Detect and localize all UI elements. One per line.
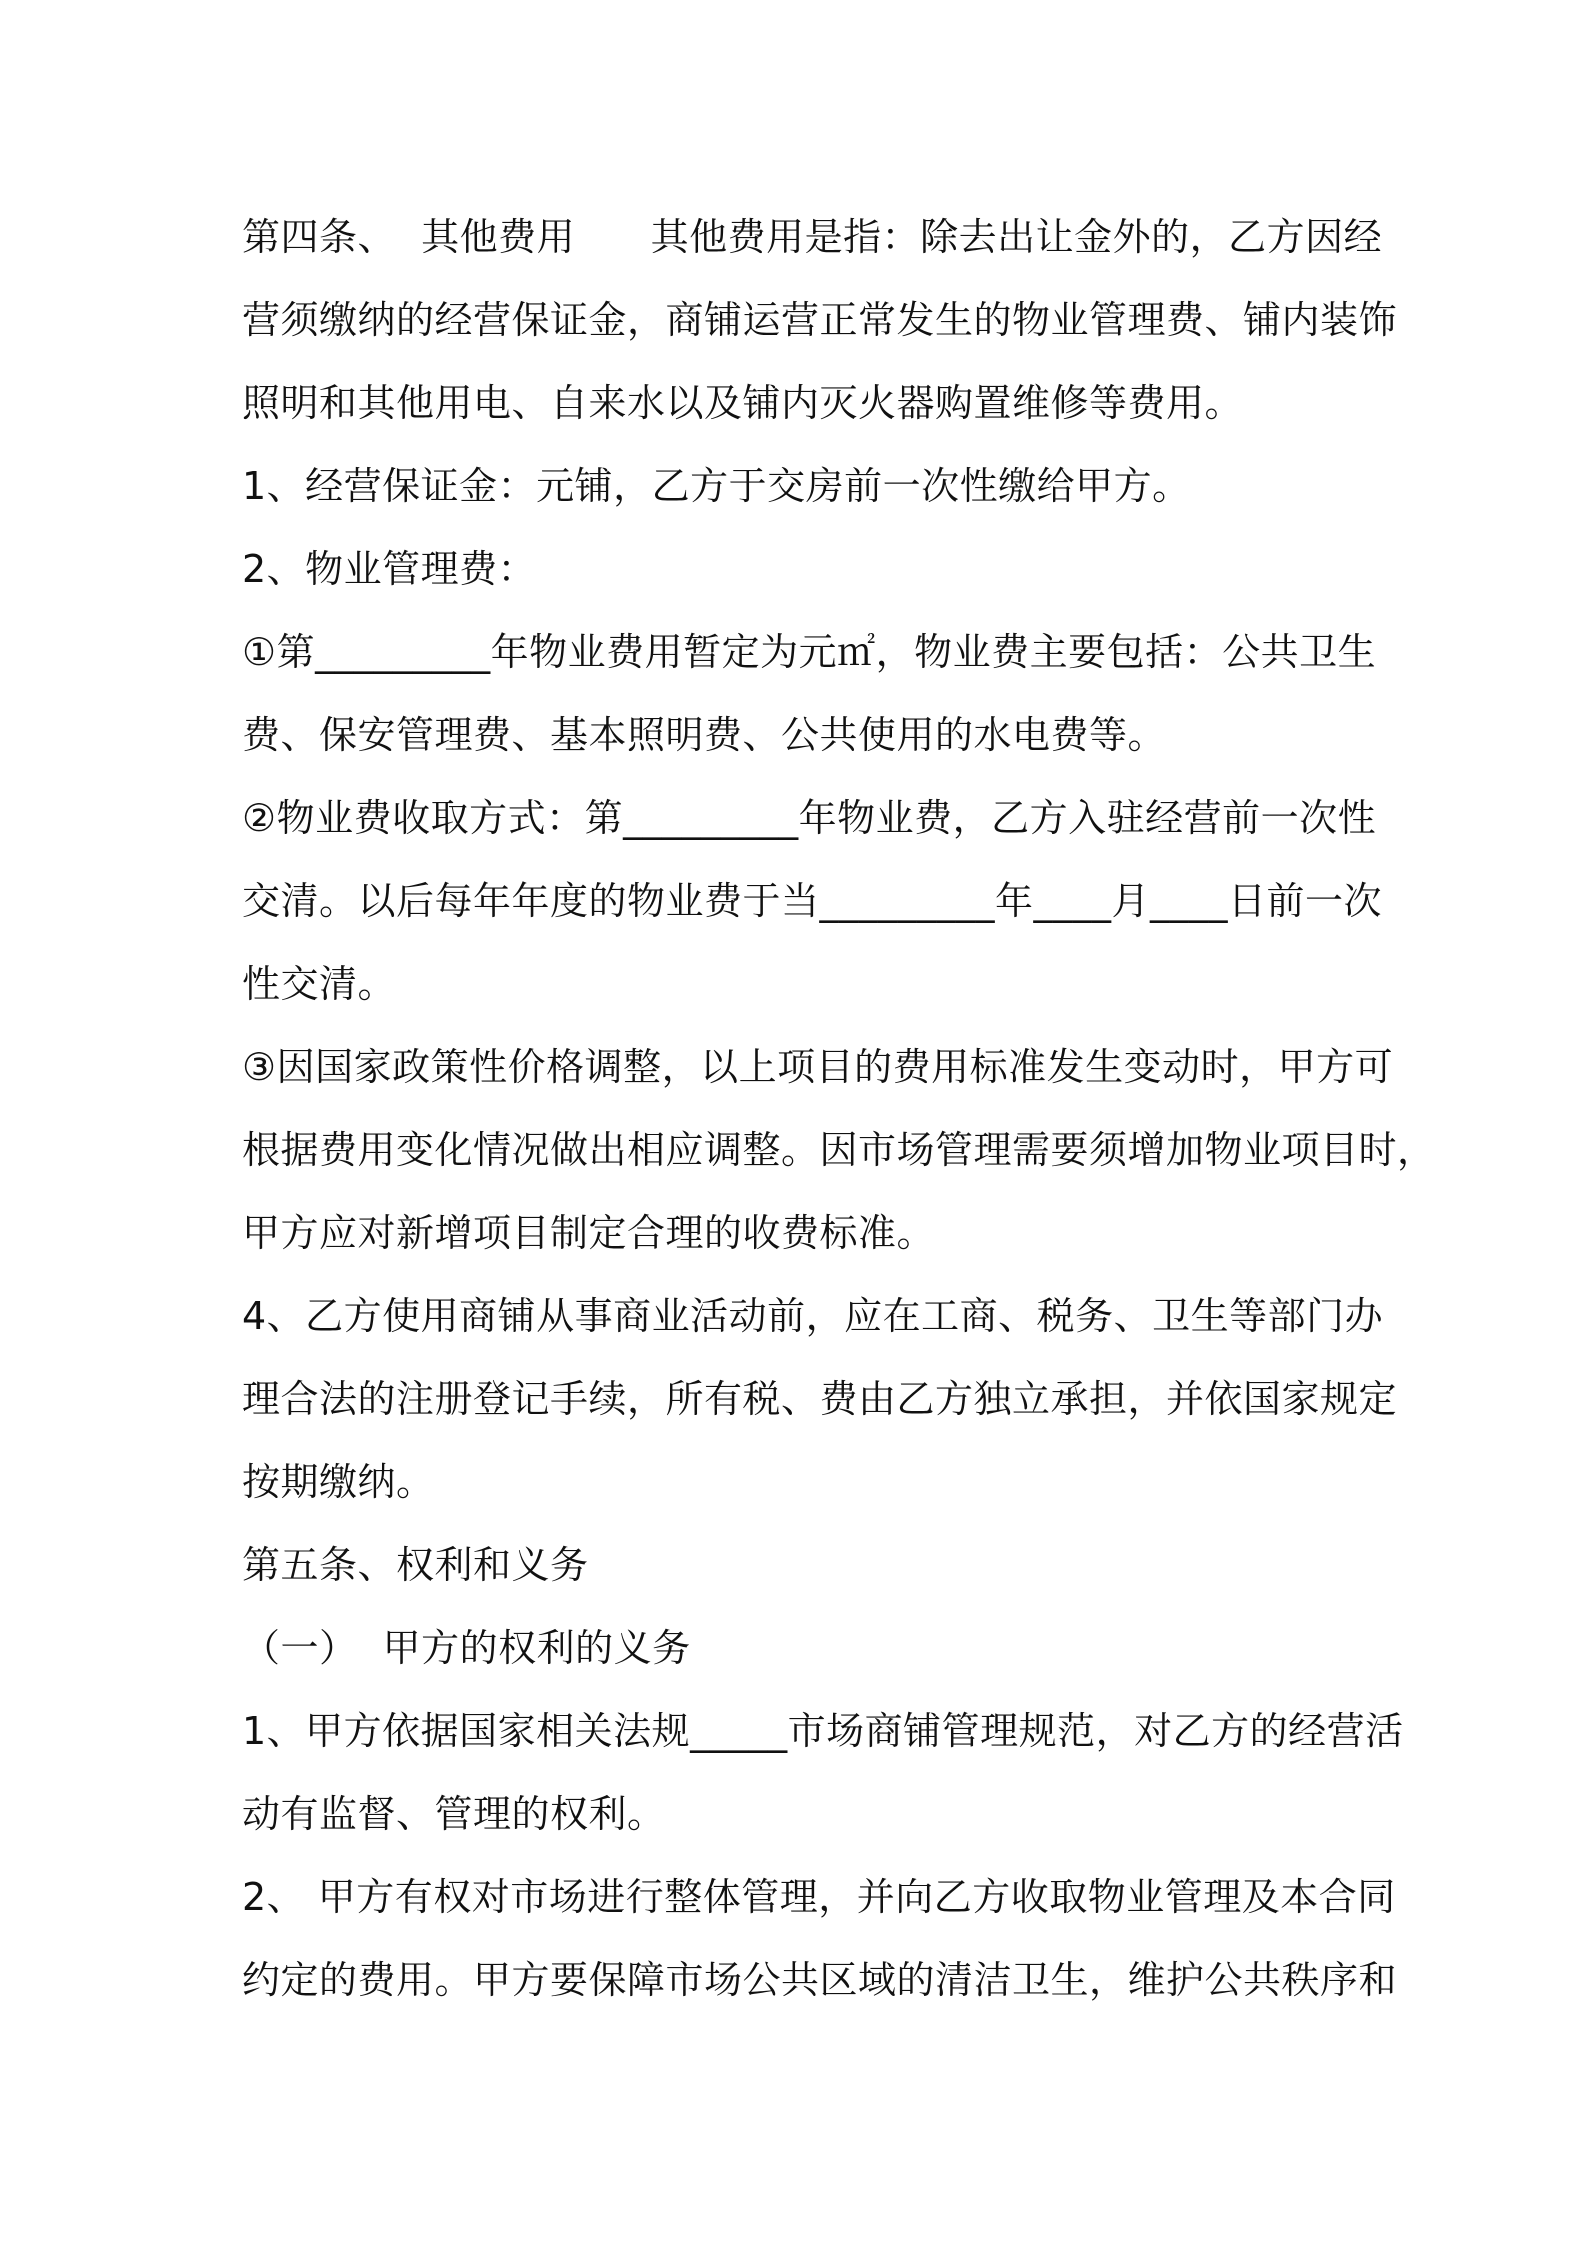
text-line: 1、甲方依据国家相关法规_____市场商铺管理规范，对乙方的经营活 (242, 1709, 1404, 1753)
section-heading: 第五条、权利和义务 (242, 1543, 589, 1587)
text-line: 费、保安管理费、基本照明费、公共使用的水电费等。 (242, 713, 1167, 757)
text-line: 4、乙方使用商铺从事商业活动前，应在工商、税务、卫生等部门办 (242, 1294, 1384, 1338)
text-line: ①第_________年物业费用暂定为元㎡，物业费主要包括：公共卫生 (242, 630, 1377, 674)
text-line: 1、经营保证金：元铺，乙方于交房前一次性缴给甲方。 (242, 464, 1191, 508)
text-line: ③因国家政策性价格调整，以上项目的费用标准发生变动时，甲方可 (242, 1045, 1394, 1089)
text-line: 按期缴纳。 (242, 1460, 435, 1504)
text-line: 2、物业管理费： (242, 547, 537, 591)
text-line: 性交清。 (242, 962, 397, 1006)
document-body (242, 196, 1436, 2022)
text-line: ②物业费收取方式：第_________年物业费，乙方入驻经营前一次性 (242, 796, 1377, 840)
text-line: 甲方应对新增项目制定合理的收费标准。 (242, 1211, 936, 1255)
text-line: 第四条、 其他费用 其他费用是指：除去出让金外的，乙方因经 (242, 215, 1383, 259)
text-line: 营须缴纳的经营保证金，商铺运营正常发生的物业管理费、铺内装饰 (242, 298, 1398, 342)
subsection-heading: （一） 甲方的权利的义务 (242, 1626, 691, 1670)
text-line: 2、 甲方有权对市场进行整体管理，并向乙方收取物业管理及本合同 (242, 1875, 1396, 1919)
text-line: 根据费用变化情况做出相应调整。因市场管理需要须增加物业项目时， (242, 1128, 1436, 1172)
text-line: 动有监督、管理的权利。 (242, 1792, 666, 1836)
text-line: 理合法的注册登记手续，所有税、费由乙方独立承担，并依国家规定 (242, 1377, 1398, 1421)
text-line: 交清。以后每年年度的物业费于当_________年____月____日前一次 (242, 879, 1383, 923)
text-line: 约定的费用。甲方要保障市场公共区域的清洁卫生，维护公共秩序和 (242, 1958, 1398, 2002)
text-line: 照明和其他用电、自来水以及铺内灭火器购置维修等费用。 (242, 381, 1244, 425)
